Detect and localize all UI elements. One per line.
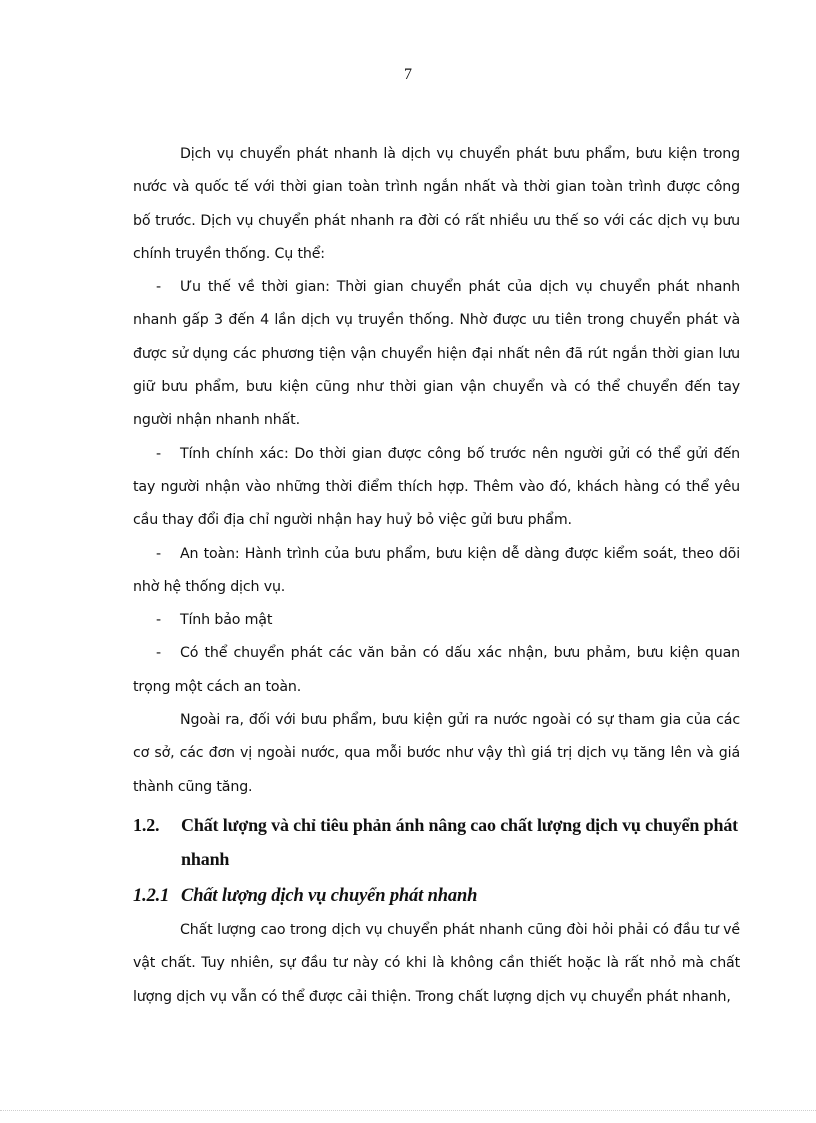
section-number: 1.2. bbox=[133, 814, 160, 835]
document-body bbox=[133, 138, 740, 1014]
section-heading bbox=[133, 808, 740, 876]
bullet-text: Ưu thế về thời gian: Thời gian chuyển phát của dịch vụ chuyển phát nhanh nhanh gấp 3 đến 4 lần dịch vụ truyền thống. Nhờ được ưu tiên trong chuyển phát và được sử dụng các phương tiện vận chuyển hiện đại nhất nên đã rút ngắn thời gian lưu giữ bưu phẩm, bưu kiện cũng như thời gian vận chuyển và có thể chuyển đến tay người nhận nhanh nhất. bbox=[133, 279, 740, 429]
bullet-item bbox=[133, 271, 740, 437]
subsection-number: 1.2.1 bbox=[133, 885, 170, 906]
bullet-text: Tính chính xác: Do thời gian được công bố trước nên người gửi có thể gửi đến tay người nhận vào những thời điểm thích hợp. Thêm vào đó, khách hàng có thể yêu cầu thay đổi địa chỉ người nhận hay huỷ bỏ việc gửi bưu phẩm. bbox=[133, 445, 740, 529]
bullet-item bbox=[133, 438, 740, 538]
bullet-item bbox=[133, 538, 740, 605]
bullet-dash: - bbox=[156, 445, 161, 462]
bullet-dash: - bbox=[156, 645, 161, 662]
bullet-dash: - bbox=[156, 279, 161, 296]
bullet-item bbox=[133, 637, 740, 704]
subsection-heading bbox=[133, 878, 740, 914]
bullet-text: Có thể chuyển phát các văn bản có dấu xác nhận, bưu phảm, bưu kiện quan trọng một cách an toàn. bbox=[133, 645, 740, 695]
bullet-item bbox=[133, 604, 740, 637]
page-number: 7 bbox=[404, 66, 412, 83]
section-title: Chất lượng và chỉ tiêu phản ánh nâng cao chất lượng dịch vụ chuyển phát nhanh bbox=[181, 814, 739, 869]
bullet-dash: - bbox=[156, 545, 161, 562]
bullet-text: An toàn: Hành trình của bưu phẩm, bưu kiện dễ dàng được kiểm soát, theo dõi nhờ hệ thống dịch vụ. bbox=[133, 545, 740, 595]
final-paragraph: Chất lượng cao trong dịch vụ chuyển phát nhanh cũng đòi hỏi phải có đầu tư về vật chất. Tuy nhiên, sự đầu tư này có khi là không cần thiết hoặc là rất nhỏ mà chất lượng dịch vụ vẫn có thể được cải thiện. Trong chất lượng dịch vụ chuyển phát nhanh, bbox=[133, 921, 740, 1005]
bullet-dash: - bbox=[156, 612, 161, 629]
intro-paragraph: Dịch vụ chuyển phát nhanh là dịch vụ chuyển phát bưu phẩm, bưu kiện trong nước và quốc tế với thời gian toàn trình ngắn nhất và thời gian toàn trình được công bố trước. Dịch vụ chuyển phát nhanh ra đời có rất nhiều ưu thế so với các dịch vụ bưu chính truyền thống. Cụ thể: bbox=[133, 146, 740, 262]
page-bottom-divider bbox=[0, 1110, 816, 1111]
outro-paragraph: Ngoài ra, đối với bưu phẩm, bưu kiện gửi ra nước ngoài có sự tham gia của các cơ sở, các đơn vị ngoài nước, qua mỗi bước như vậy thì giá trị dịch vụ tăng lên và giá thành cũng tăng. bbox=[133, 712, 740, 795]
bullet-text: Tính bảo mật bbox=[180, 612, 273, 629]
subsection-title: Chất lượng dịch vụ chuyển phát nhanh bbox=[181, 885, 478, 906]
